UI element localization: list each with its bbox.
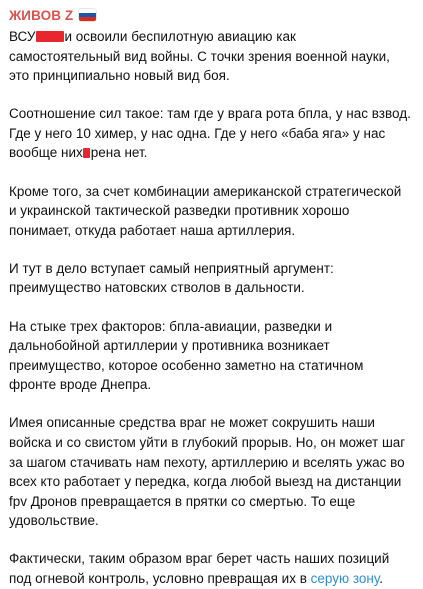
text-line: fpv Дронов превращается в прятки со смертью. То еще (9, 493, 356, 509)
text-line: самостоятельный вид войны. С точки зрения военной науки, (9, 48, 390, 64)
text-fragment: вообще них (9, 145, 83, 161)
message-text (9, 27, 415, 589)
text-line: На стыке трех факторов: бпла-авиации, разведки и (9, 318, 333, 334)
text-fragment: . (379, 571, 384, 587)
text-line: удовольствие. (9, 513, 99, 529)
paragraph-3 (9, 182, 415, 241)
channel-name[interactable]: ЖИВОВ Z (9, 7, 74, 23)
text-line: за шагом стачивать нам пехоту, артиллерию и вселять ужас во (9, 454, 405, 470)
text-line: И тут в дело вступает самый неприятный аргумент: (9, 260, 334, 276)
paragraph-4 (9, 259, 415, 298)
text-fragment: под огневой контроль, условно превращая их в (9, 571, 311, 587)
text-line: Имея описанные средства враг не может сокрушить наши (9, 415, 375, 431)
text-line: и украинской тактической разведки противник хорошо (9, 203, 350, 219)
text-line: дальнобойной артиллерии у противника возникает (9, 338, 330, 354)
text-line: всех кто работает у передка, когда любой выезд на дистанции (9, 474, 402, 490)
text-fragment: ВСУ (9, 29, 36, 44)
paragraph-1 (9, 27, 415, 86)
text-line: Соотношение сил такое: там где у врага рота бпла, у нас взвод. (9, 106, 411, 122)
text-line: войска и со свистом уйти в глубокий прорыв. Но, он может шаг (9, 435, 406, 450)
text-line: преимущество, которое особенно заметно на статичном (9, 357, 364, 373)
russia-flag-icon (79, 9, 96, 21)
text-fragment: рена нет. (90, 145, 148, 161)
paragraph-2 (9, 104, 415, 163)
text-line: Фактически, таким образом враг берет часть наших позиций (9, 551, 390, 567)
text-line (9, 569, 415, 589)
text-line: преимущество натовских стволов в дальности. (9, 280, 305, 296)
text-line: это принципиально новый вид боя. (9, 68, 230, 84)
text-fragment: и освоили беспилотную авиацию как (64, 29, 296, 44)
paragraph-5 (9, 317, 415, 395)
text-line: Кроме того, за счет комбинации американской стратегической (9, 183, 402, 199)
censor-mark (83, 148, 90, 158)
text-line: Где у него 10 химер, у нас одна. Где у него «баба яга» у нас (9, 125, 386, 141)
gray-zone-link[interactable]: серую зону (310, 571, 380, 587)
paragraph-7 (9, 549, 415, 588)
text-line: фронте вроде Днепра. (9, 377, 152, 393)
text-line (9, 143, 415, 163)
text-line (9, 27, 415, 47)
paragraph-6 (9, 413, 415, 531)
text-line: понимает, откуда работает наша артиллерия. (9, 222, 296, 238)
message-header (9, 5, 415, 25)
censor-mark (36, 31, 64, 42)
